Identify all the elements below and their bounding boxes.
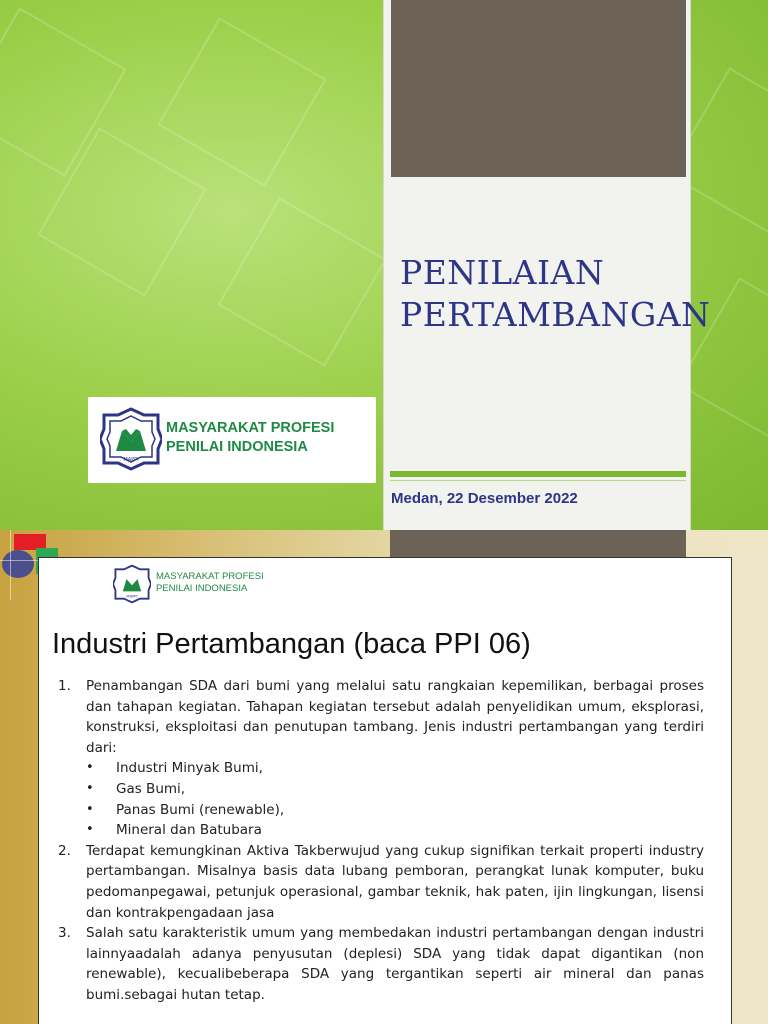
item-number: 1. [58, 678, 71, 694]
list-item [58, 841, 704, 923]
mappi-logo [107, 559, 283, 611]
bullet-text: Mineral dan Batubara [116, 822, 262, 839]
list-item [58, 676, 704, 758]
bullet-item [58, 758, 704, 779]
content-slide [0, 530, 768, 1024]
bullet-icon: • [86, 760, 94, 776]
presentation-date: Medan, 22 Desember 2022 [391, 490, 578, 507]
slide-heading: Industri Pertambangan (baca PPI 06) [52, 628, 531, 660]
list-item [58, 923, 704, 1005]
grid-line-decoration [10, 530, 11, 600]
bullet-text: Gas Bumi, [116, 780, 186, 797]
bullet-icon: • [86, 780, 94, 796]
mappi-emblem-icon [113, 564, 151, 604]
hexagon-decoration [217, 197, 386, 366]
logo-line-1: MASYARAKAT PROFESI [156, 571, 264, 582]
title-line-1: PENILAIAN [400, 253, 605, 292]
svg-text:MAPPI: MAPPI [126, 594, 138, 599]
slide-title [400, 252, 711, 336]
numbered-list [58, 676, 704, 1006]
bullet-item [58, 779, 704, 800]
bullet-icon: • [86, 801, 94, 817]
logo-line-1: MASYARAKAT PROFESI [166, 420, 335, 436]
title-line-2: PERTAMBANGAN [400, 295, 711, 334]
logo-wordmark [166, 419, 334, 457]
logo-line-2: PENILAI INDONESIA [156, 583, 248, 594]
accent-rule [390, 471, 686, 477]
item-number: 2. [58, 842, 71, 859]
hexagon-decoration [157, 17, 326, 186]
blue-circle-decoration [2, 550, 34, 578]
logo-wordmark [156, 571, 264, 595]
logo-line-2: PENILAI INDONESIA [166, 439, 308, 455]
item-text: Penambangan SDA dari bumi yang melalui satu rangkaian kepemilikan, berbagai proses dan tahapan kegiatan. Tahapan kegiatan tersebut adalah penyelidikan umum, eksplorasi, konstruksi, eksploitasi dan penutupan tambang. Jenis industri pertambangan yang terdiri dari: [86, 678, 704, 756]
bullet-icon: • [86, 822, 94, 838]
header-image-block [391, 0, 686, 177]
bullet-text: Industri Minyak Bumi, [116, 760, 263, 777]
accent-rule-thin [390, 480, 686, 481]
mappi-emblem-icon [100, 407, 162, 471]
svg-text:MAPPI: MAPPI [123, 457, 139, 463]
item-number: 3. [58, 925, 71, 942]
bullet-text: Panas Bumi (renewable), [116, 801, 285, 818]
bullet-item [58, 800, 704, 821]
mappi-logo [88, 397, 376, 483]
item-text: Terdapat kemungkinan Aktiva Takberwujud yang cukup signifikan terkait properti industry pertambangan. Misalnya basis data lubang pemboran, perangkat lunak komputer, buku pedomanpegawai, petunjuk operasional, gambar teknik, hak paten, ijin lingkungan, lisensi dan kontrakpengadaan jasa [86, 842, 704, 921]
item-text: Salah satu karakteristik umum yang membedakan industri pertambangan dengan industri lainnyaadalah adanya penyusutan (deplesi) SDA yang tidak dapat digantikan (non renewable), kecualibeberapa SDA yang tergantikan seperti air mineral dan panas bumi.sebagai hutan tetap. [86, 925, 704, 1003]
bullet-item [58, 820, 704, 841]
